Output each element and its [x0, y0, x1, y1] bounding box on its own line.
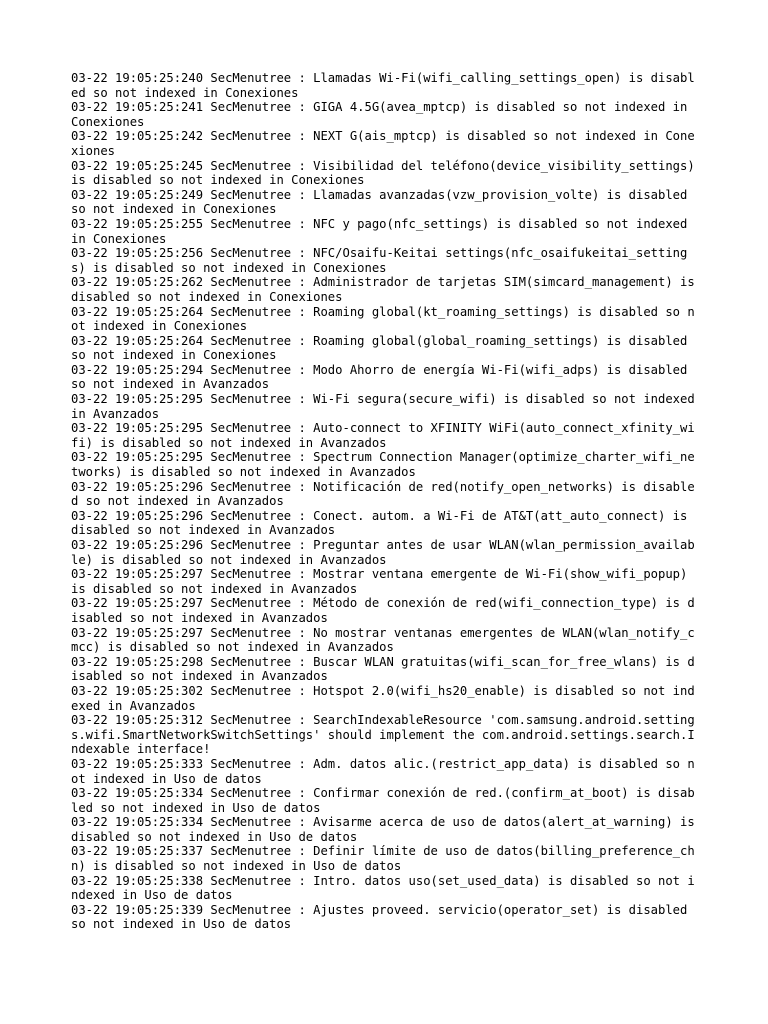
log-line: 03-22 19:05:25:255 SecMenutree : NFC y pago(nfc_settings) is disabled so not indexed in Conexiones [71, 216, 695, 246]
log-line: 03-22 19:05:25:297 SecMenutree : No mostrar ventanas emergentes de WLAN(wlan_notify_cmcc) is disabled so not indexed in Avanzados [71, 625, 695, 655]
log-line: 03-22 19:05:25:245 SecMenutree : Visibilidad del teléfono(device_visibility_settings) is disabled so not indexed in Conexiones [71, 158, 703, 188]
log-line: 03-22 19:05:25:264 SecMenutree : Roaming global(global_roaming_settings) is disabled so not indexed in Conexiones [71, 333, 695, 363]
log-line: 03-22 19:05:25:295 SecMenutree : Auto-connect to XFINITY WiFi(auto_connect_xfinity_wifi) is disabled so not indexed in Avanzados [71, 421, 695, 450]
log-line: 03-22 19:05:25:296 SecMenutree : Notificación de red(notify_open_networks) is disabled so not indexed in Avanzados [71, 479, 695, 509]
log-line: 03-22 19:05:25:241 SecMenutree : GIGA 4.5G(avea_mptcp) is disabled so not indexed in Conexiones [71, 100, 695, 129]
log-line: 03-22 19:05:25:298 SecMenutree : Buscar WLAN gratuitas(wifi_scan_for_free_wlans) is disabled so not indexed in Avanzados [71, 654, 695, 684]
log-line: 03-22 19:05:25:262 SecMenutree : Administrador de tarjetas SIM(simcard_management) is disabled so not indexed in Conexiones [71, 275, 703, 304]
log-line: 03-22 19:05:25:312 SecMenutree : SearchIndexableResource 'com.samsung.android.settings.wifi.SmartNetworkSwitchSettings' should implement the com.android.settings.search.Indexable interface! [71, 713, 695, 757]
log-line: 03-22 19:05:25:297 SecMenutree : Método de conexión de red(wifi_connection_type) is disabled so not indexed in Avanzados [71, 596, 695, 625]
log-line: 03-22 19:05:25:240 SecMenutree : Llamadas Wi-Fi(wifi_calling_settings_open) is disabled so not indexed in Conexiones [71, 71, 695, 100]
log-line: 03-22 19:05:25:294 SecMenutree : Modo Ahorro de energía Wi-Fi(wifi_adps) is disabled so not indexed in Avanzados [71, 362, 695, 392]
log-line: 03-22 19:05:25:338 SecMenutree : Intro. datos uso(set_used_data) is disabled so not indexed in Uso de datos [71, 873, 695, 903]
log-line: 03-22 19:05:25:334 SecMenutree : Avisarme acerca de uso de datos(alert_at_warning) is disabled so not indexed in Uso de datos [71, 815, 703, 844]
log-line: 03-22 19:05:25:339 SecMenutree : Ajustes proveed. servicio(operator_set) is disabled so not indexed in Uso de datos [71, 902, 695, 932]
log-line: 03-22 19:05:25:296 SecMenutree : Preguntar antes de usar WLAN(wlan_permission_available) is disabled so not indexed in Avanzados [71, 538, 695, 567]
log-line: 03-22 19:05:25:297 SecMenutree : Mostrar ventana emergente de Wi-Fi(show_wifi_popup) is disabled so not indexed in Avanzados [71, 567, 695, 596]
log-line: 03-22 19:05:25:264 SecMenutree : Roaming global(kt_roaming_settings) is disabled so not indexed in Conexiones [71, 304, 695, 334]
log-line: 03-22 19:05:25:256 SecMenutree : NFC/Osaifu-Keitai settings(nfc_osaifukeitai_settings) is disabled so not indexed in Conexiones [71, 246, 688, 275]
log-line: 03-22 19:05:25:296 SecMenutree : Conect. autom. a Wi-Fi de AT&T(att_auto_connect) is disabled so not indexed in Avanzados [71, 508, 695, 538]
log-document [71, 71, 701, 932]
log-line: 03-22 19:05:25:302 SecMenutree : Hotspot 2.0(wifi_hs20_enable) is disabled so not indexed in Avanzados [71, 683, 695, 713]
log-line: 03-22 19:05:25:334 SecMenutree : Confirmar conexión de red.(confirm_at_boot) is disabled so not indexed in Uso de datos [71, 786, 695, 815]
log-line: 03-22 19:05:25:337 SecMenutree : Definir límite de uso de datos(billing_preference_chn) is disabled so not indexed in Uso de datos [71, 844, 695, 874]
log-line: 03-22 19:05:25:242 SecMenutree : NEXT G(ais_mptcp) is disabled so not indexed in Conexiones [71, 129, 695, 158]
log-line: 03-22 19:05:25:333 SecMenutree : Adm. datos alic.(restrict_app_data) is disabled so not indexed in Uso de datos [71, 756, 695, 786]
log-line: 03-22 19:05:25:295 SecMenutree : Wi-Fi segura(secure_wifi) is disabled so not indexed in Avanzados [71, 392, 703, 421]
log-line: 03-22 19:05:25:249 SecMenutree : Llamadas avanzadas(vzw_provision_volte) is disabled so not indexed in Conexiones [71, 187, 695, 217]
log-line: 03-22 19:05:25:295 SecMenutree : Spectrum Connection Manager(optimize_charter_wifi_networks) is disabled so not indexed in Avanzados [71, 450, 695, 480]
